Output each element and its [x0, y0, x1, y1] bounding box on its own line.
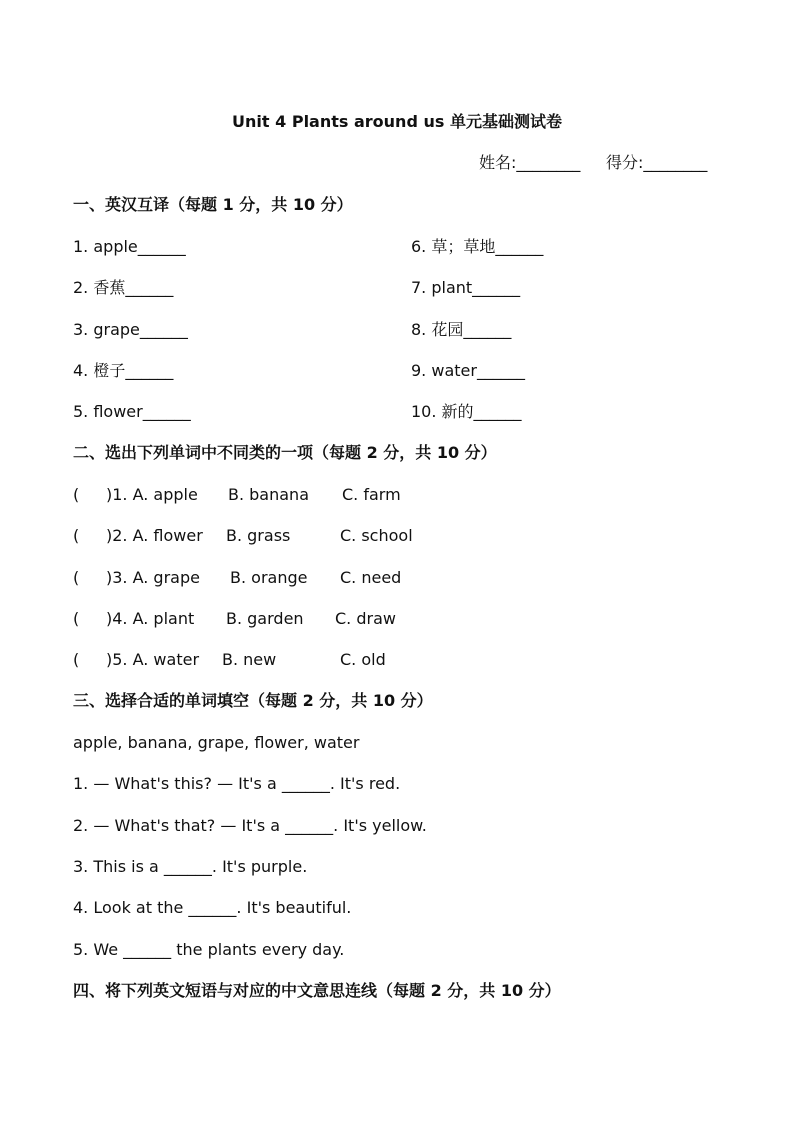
section1-item: 4. 橙子______	[73, 361, 174, 380]
question-option-c: C. need	[340, 568, 402, 587]
section3-heading: 三、选择合适的单词填空（每题 2 分，共 10 分）	[73, 691, 433, 710]
answer-paren: (	[73, 526, 80, 545]
section1-heading: 一、英汉互译（每题 1 分，共 10 分）	[73, 195, 353, 214]
name-field: 姓名:________	[479, 153, 581, 172]
question-option-a: )2. A. flower	[106, 526, 203, 545]
section1-item: 9. water______	[411, 361, 525, 380]
question-option-c: C. school	[340, 526, 413, 545]
question-option-b: B. garden	[226, 609, 304, 628]
word-bank: apple, banana, grape, flower, water	[73, 733, 360, 752]
page-title: Unit 4 Plants around us 单元基础测试卷	[232, 112, 562, 131]
question-option-b: B. new	[222, 650, 277, 669]
section1-item: 5. flower______	[73, 402, 191, 421]
fill-blank-item: 2. — What's that? — It's a ______. It's yellow.	[73, 816, 427, 835]
fill-blank-item: 1. — What's this? — It's a ______. It's red.	[73, 774, 401, 793]
section4-heading: 四、将下列英文短语与对应的中文意思连线（每题 2 分，共 10 分）	[73, 981, 561, 1000]
answer-paren: (	[73, 485, 80, 504]
section1-item: 10. 新的______	[411, 402, 522, 421]
question-option-b: B. orange	[230, 568, 308, 587]
section1-item: 3. grape______	[73, 320, 188, 339]
section1-item: 7. plant______	[411, 278, 521, 297]
question-option-b: B. grass	[226, 526, 291, 545]
section1-item: 2. 香蕉______	[73, 278, 174, 297]
answer-paren: (	[73, 609, 80, 628]
section2-heading: 二、选出下列单词中不同类的一项（每题 2 分，共 10 分）	[73, 443, 497, 462]
score-field: 得分:________	[606, 153, 708, 172]
section1-item: 8. 花园______	[411, 320, 512, 339]
question-option-c: C. old	[340, 650, 386, 669]
question-option-a: )4. A. plant	[106, 609, 195, 628]
question-option-a: )1. A. apple	[106, 485, 198, 504]
section1-item: 6. 草；草地______	[411, 237, 544, 256]
question-option-c: C. farm	[342, 485, 401, 504]
fill-blank-item: 5. We ______ the plants every day.	[73, 940, 345, 959]
question-option-c: C. draw	[335, 609, 396, 628]
answer-paren: (	[73, 650, 80, 669]
fill-blank-item: 4. Look at the ______. It's beautiful.	[73, 898, 352, 917]
answer-paren: (	[73, 568, 80, 587]
question-option-b: B. banana	[228, 485, 309, 504]
question-option-a: )3. A. grape	[106, 568, 200, 587]
question-option-a: )5. A. water	[106, 650, 200, 669]
fill-blank-item: 3. This is a ______. It's purple.	[73, 857, 308, 876]
section1-item: 1. apple______	[73, 237, 186, 256]
